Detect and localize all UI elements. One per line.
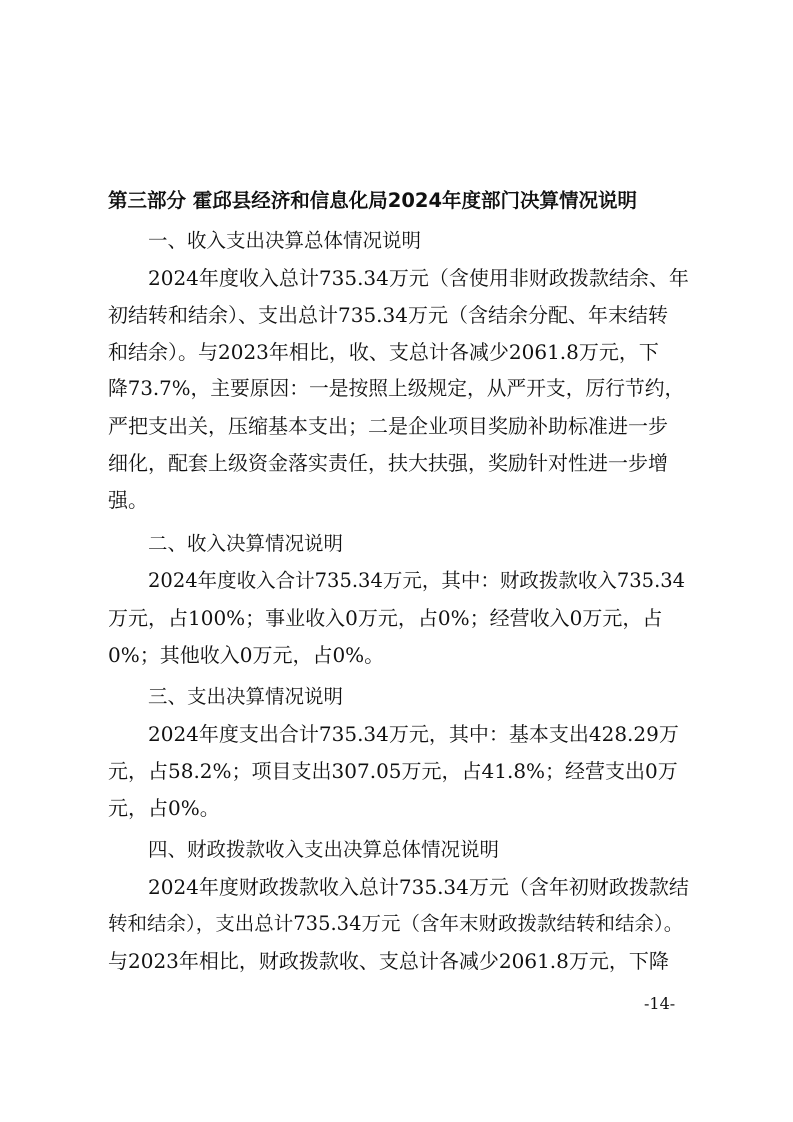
- page-number: -14-: [644, 994, 676, 1013]
- paragraph-line: 元，占0%。: [108, 796, 220, 820]
- paragraph-line: 与2023年相比，财政拨款收、支总计各减少2061.8万元，下降: [108, 949, 669, 973]
- section-heading: 四、财政拨款收入支出决算总体情况说明: [148, 838, 500, 861]
- section-heading: 三、支出决算情况说明: [148, 685, 344, 708]
- paragraph-line: 2024年度财政拨款收入总计735.34万元（含年初财政拨款结: [148, 875, 689, 899]
- paragraph-line: 元，占58.2%；项目支出307.05万元，占41.8%；经营支出0万: [108, 759, 678, 783]
- paragraph-line: 和结余）。与2023年相比，收、支总计各减少2061.8万元，下: [108, 340, 659, 364]
- paragraph-line: 降73.7%，主要原因：一是按照上级规定，从严开支，厉行节约，: [108, 377, 685, 400]
- paragraph-line: 2024年度支出合计735.34万元，其中：基本支出428.29万: [148, 722, 679, 746]
- page-title: 第三部分 霍邱县经济和信息化局2024年度部门决算情况说明: [108, 189, 638, 212]
- section-heading: 一、收入支出决算总体情况说明: [148, 229, 422, 252]
- paragraph-line: 万元，占100%；事业收入0万元，占0%；经营收入0万元，占: [108, 606, 663, 630]
- paragraph-line: 强。: [108, 488, 148, 512]
- paragraph-line: 2024年度收入总计735.34万元（含使用非财政拨款结余、年: [148, 266, 689, 290]
- paragraph-line: 2024年度收入合计735.34万元，其中：财政拨款收入735.34: [148, 569, 686, 592]
- section-heading: 二、收入决算情况说明: [148, 532, 344, 555]
- paragraph-line: 严把支出关，压缩基本支出；二是企业项目奖励补助标准进一步: [108, 414, 668, 438]
- paragraph-line: 细化，配套上级资金落实责任，扶大扶强，奖励针对性进一步增: [108, 451, 668, 475]
- paragraph-line: 0%；其他收入0万元，占0%。: [108, 643, 385, 667]
- paragraph-line: 初结转和结余）、支出总计735.34万元（含结余分配、年末结转: [108, 303, 668, 327]
- paragraph-line: 转和结余），支出总计735.34万元（含年末财政拨款结转和结余）。: [108, 912, 684, 935]
